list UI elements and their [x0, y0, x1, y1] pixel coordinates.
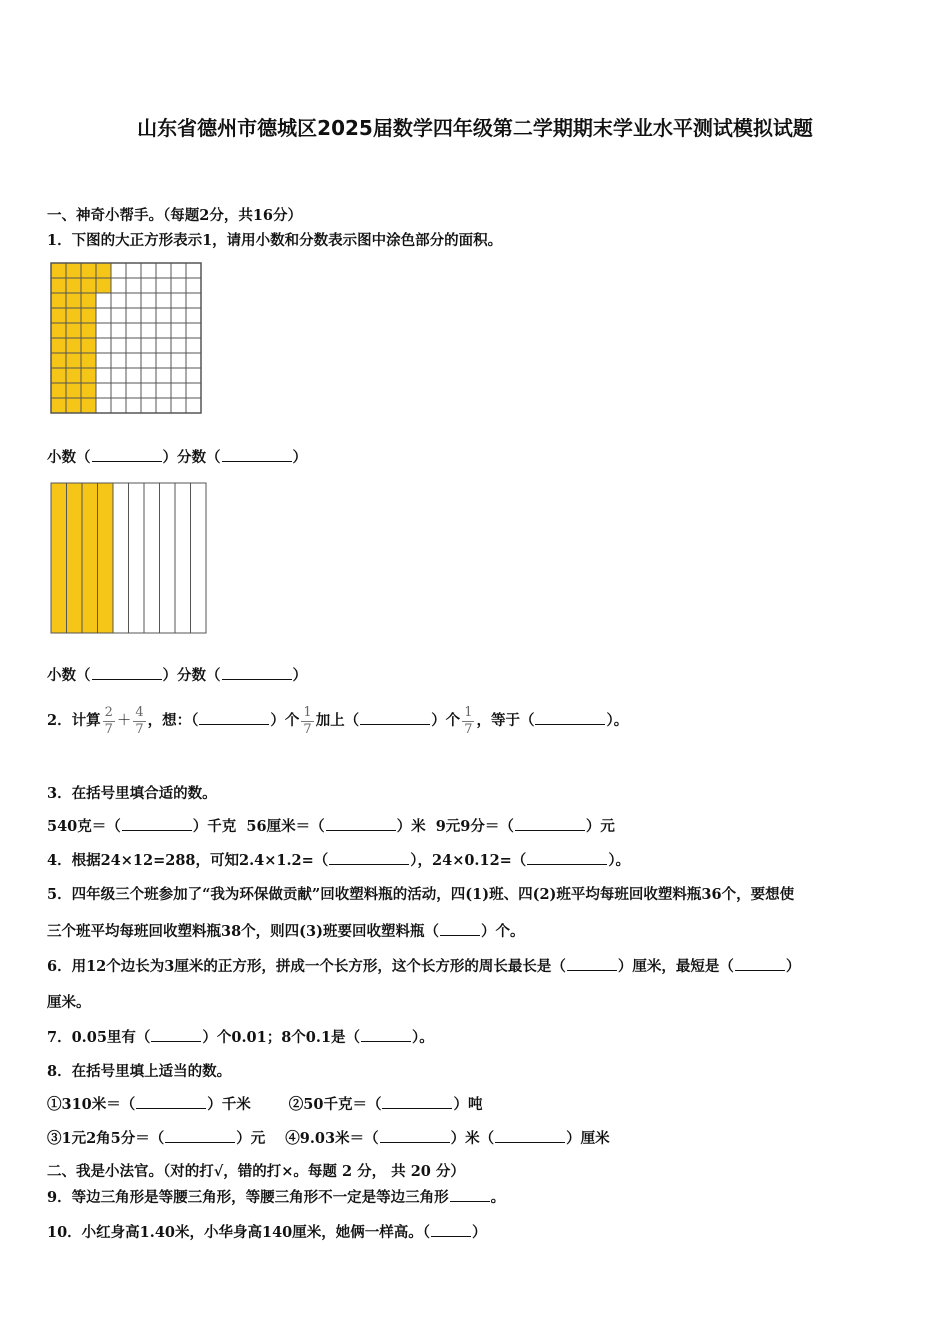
fraction	[462, 705, 474, 738]
grid-cell	[156, 353, 171, 368]
shaded-cell	[81, 263, 96, 278]
grid-cell	[141, 278, 156, 293]
answer-blank[interactable]	[495, 1129, 565, 1143]
answer-blank[interactable]	[361, 1028, 411, 1042]
shaded-strip	[98, 483, 114, 633]
q8-text: ④9.03米＝（	[285, 1130, 379, 1147]
q3-item: ）千克	[192, 818, 237, 835]
q9-text: 9．等边三角形是等腰三角形，等腰三角形不一定是等边三角形	[47, 1189, 449, 1206]
label: ）	[292, 449, 307, 466]
denominator: 7	[104, 721, 113, 737]
grid-cell	[111, 338, 126, 353]
numerator: 2	[104, 704, 113, 720]
label: ）	[292, 667, 307, 684]
shaded-cell	[51, 308, 66, 323]
q8-text: ②50千克＝（	[288, 1096, 382, 1113]
q5-text: ）个。	[481, 923, 525, 940]
denominator: 7	[303, 721, 312, 737]
grid-cell	[111, 293, 126, 308]
shaded-cell	[66, 353, 81, 368]
grid-cell	[171, 308, 186, 323]
answer-blank[interactable]	[151, 1028, 201, 1042]
shaded-cell	[51, 278, 66, 293]
question-8-text: 8．在括号里填上适当的数。	[47, 1063, 232, 1080]
answer-blank[interactable]	[431, 1223, 471, 1237]
answer-blank[interactable]	[122, 817, 192, 831]
fraction	[301, 705, 313, 738]
q2-text: ，想：（	[147, 712, 199, 729]
plus-sign: ＋	[116, 713, 132, 729]
grid-cell	[186, 368, 201, 383]
shaded-cell	[51, 293, 66, 308]
answer-blank[interactable]	[136, 1095, 206, 1109]
shaded-cell	[81, 338, 96, 353]
strip	[113, 483, 129, 633]
grid-cell	[156, 368, 171, 383]
numerator: 4	[135, 704, 144, 720]
grid-cell	[111, 308, 126, 323]
grid-cell	[156, 398, 171, 413]
shaded-cell	[51, 398, 66, 413]
shaded-cell	[81, 308, 96, 323]
grid-cell	[156, 293, 171, 308]
grid-cell	[141, 338, 156, 353]
question-3-items	[47, 815, 615, 836]
q3-item: ）元	[585, 818, 615, 835]
grid-cell	[96, 308, 111, 323]
grid-cell	[126, 398, 141, 413]
answer-blank[interactable]	[440, 922, 480, 936]
grid-cell	[96, 398, 111, 413]
grid-cell	[186, 353, 201, 368]
answer-blank[interactable]	[450, 1188, 490, 1202]
question-10	[47, 1221, 487, 1242]
question-1-text: 1．下图的大正方形表示1，请用小数和分数表示图中涂色部分的面积。	[47, 232, 503, 249]
answer-blank[interactable]	[735, 957, 785, 971]
label: 小数（	[47, 449, 91, 466]
question-5-line-2	[47, 920, 525, 941]
shaded-cell	[96, 278, 111, 293]
question-1-answer-b	[47, 664, 307, 685]
question-8-row-2	[47, 1127, 610, 1148]
answer-blank[interactable]	[329, 851, 409, 865]
shaded-cell	[81, 383, 96, 398]
grid-figure-100	[50, 262, 204, 416]
grid-cell	[141, 293, 156, 308]
q2-text: ）个	[270, 712, 300, 729]
grid-cell	[141, 368, 156, 383]
grid-cell	[111, 353, 126, 368]
fraction	[103, 705, 115, 738]
answer-blank[interactable]	[535, 711, 605, 725]
q4-text: 4．根据24×12=288，可知2.4×1.2=（	[47, 852, 329, 869]
answer-blank[interactable]	[380, 1129, 450, 1143]
q8-text: ）千米	[207, 1096, 251, 1113]
q2-text: 加上（	[315, 712, 360, 729]
grid-cell	[111, 398, 126, 413]
q8-text: ③1元2角5分＝（	[47, 1130, 165, 1147]
shaded-cell	[81, 353, 96, 368]
shaded-cell	[81, 368, 96, 383]
grid-cell	[126, 263, 141, 278]
grid-cell	[186, 338, 201, 353]
strip	[144, 483, 160, 633]
answer-blank[interactable]	[360, 711, 430, 725]
q10-text: ）	[472, 1224, 487, 1241]
answer-blank[interactable]	[382, 1095, 452, 1109]
shaded-cell	[66, 398, 81, 413]
q9-text: 。	[490, 1189, 506, 1206]
denominator: 7	[464, 721, 473, 737]
grid-cell	[141, 383, 156, 398]
q6-text: ）	[785, 958, 801, 975]
shaded-cell	[51, 323, 66, 338]
strip-figure-10	[50, 482, 208, 636]
shaded-strip	[82, 483, 98, 633]
question-5-line-1: 5．四年级三个班参加了“我为环保做贡献”回收塑料瓶的活动，四(1)班、四(2)班平均每班回收塑料瓶36个，要想使	[47, 886, 795, 903]
q8-text: ）厘米	[566, 1130, 610, 1147]
grid-cell	[126, 368, 141, 383]
grid-cell	[96, 293, 111, 308]
grid-cell	[141, 308, 156, 323]
page-title: 山东省德州市德城区2025届数学四年级第二学期期末学业水平测试模拟试题	[137, 116, 813, 140]
shaded-strip	[67, 483, 83, 633]
q8-text: ）元	[236, 1130, 266, 1147]
shaded-strip	[51, 483, 67, 633]
grid-cell	[111, 278, 126, 293]
numerator: 1	[464, 704, 473, 720]
shaded-cell	[66, 323, 81, 338]
grid-cell	[156, 263, 171, 278]
shaded-cell	[66, 338, 81, 353]
question-6-line-2: 厘米。	[47, 994, 91, 1011]
question-9	[47, 1186, 505, 1207]
grid-cell	[141, 353, 156, 368]
q2-prefix: 2．计算	[47, 712, 101, 729]
strip	[129, 483, 145, 633]
grid-cell	[186, 398, 201, 413]
grid-cell	[186, 383, 201, 398]
shaded-cell	[66, 308, 81, 323]
q2-text: ）。	[606, 712, 629, 729]
shaded-cell	[81, 278, 96, 293]
shaded-cell	[81, 323, 96, 338]
shaded-cell	[66, 263, 81, 278]
q7-text: ）个0.01；8个0.1是（	[202, 1029, 361, 1046]
grid-cell	[96, 368, 111, 383]
shaded-cell	[51, 383, 66, 398]
shaded-cell	[81, 398, 96, 413]
grid-cell	[156, 278, 171, 293]
answer-blank[interactable]	[515, 817, 585, 831]
grid-cell	[171, 293, 186, 308]
q6-text: ）厘米，最短是（	[617, 958, 734, 975]
q8-text: ）吨	[453, 1096, 483, 1113]
answer-blank[interactable]	[222, 448, 292, 462]
q7-text: ）。	[412, 1029, 434, 1046]
q2-text: ，等于（	[476, 712, 535, 729]
q2-text: ）个	[431, 712, 461, 729]
shaded-cell	[51, 368, 66, 383]
answer-blank[interactable]	[199, 711, 269, 725]
shaded-cell	[66, 293, 81, 308]
grid-cell	[96, 383, 111, 398]
question-6-line-1	[47, 955, 800, 976]
grid-cell	[126, 353, 141, 368]
q6-text: 6．用12个边长为3厘米的正方形，拼成一个长方形，这个长方形的周长最长是（	[47, 958, 566, 975]
q4-text: ），24×0.12=（	[410, 852, 527, 869]
q3-item: 56厘米＝（	[246, 818, 325, 835]
grid-cell	[111, 323, 126, 338]
q3-item: ）米	[396, 818, 426, 835]
label: ）分数（	[162, 667, 221, 684]
q7-text: 7．0.05里有（	[47, 1029, 151, 1046]
numerator: 1	[303, 704, 312, 720]
section-2-heading: 二、我是小法官。（对的打√，错的打×。每题 2 分， 共 20 分）	[47, 1163, 465, 1180]
answer-blank[interactable]	[326, 817, 396, 831]
shaded-cell	[81, 293, 96, 308]
question-1-answer-a	[47, 446, 307, 467]
grid-cell	[126, 338, 141, 353]
shaded-cell	[51, 338, 66, 353]
q4-text: ）。	[608, 852, 631, 869]
grid-cell	[96, 338, 111, 353]
label: ）分数（	[162, 449, 221, 466]
grid-cell	[141, 323, 156, 338]
shaded-cell	[51, 263, 66, 278]
grid-cell	[171, 263, 186, 278]
strip	[160, 483, 176, 633]
grid-cell	[141, 398, 156, 413]
strip	[191, 483, 207, 633]
question-7	[47, 1026, 434, 1047]
grid-cell	[156, 383, 171, 398]
grid-cell	[111, 263, 126, 278]
grid-cell	[186, 308, 201, 323]
section-1-heading: 一、神奇小帮手。（每题2分，共16分）	[47, 207, 303, 224]
q8-text: ）米（	[450, 1130, 495, 1147]
grid-cell	[186, 278, 201, 293]
question-8-row-1	[47, 1093, 482, 1114]
grid-cell	[96, 353, 111, 368]
grid-cell	[186, 323, 201, 338]
answer-blank[interactable]	[527, 851, 607, 865]
grid-cell	[186, 293, 201, 308]
answer-blank[interactable]	[92, 666, 162, 680]
answer-blank[interactable]	[567, 957, 617, 971]
q5-text: 三个班平均每班回收塑料瓶38个，则四(3)班要回收塑料瓶（	[47, 923, 439, 940]
grid-cell	[171, 278, 186, 293]
grid-cell	[171, 353, 186, 368]
answer-blank[interactable]	[165, 1129, 235, 1143]
strip	[175, 483, 191, 633]
grid-cell	[126, 308, 141, 323]
grid-cell	[156, 323, 171, 338]
label: 小数（	[47, 667, 91, 684]
grid-cell	[126, 278, 141, 293]
grid-cell	[171, 323, 186, 338]
grid-cell	[171, 398, 186, 413]
q8-text: ①310米＝（	[47, 1096, 136, 1113]
grid-cell	[186, 263, 201, 278]
grid-cell	[96, 323, 111, 338]
answer-blank[interactable]	[92, 448, 162, 462]
grid-cell	[171, 368, 186, 383]
grid-cell	[111, 368, 126, 383]
grid-cell	[126, 293, 141, 308]
q10-text: 10．小红身高1.40米，小华身高140厘米，她俩一样高。（	[47, 1224, 431, 1241]
grid-cell	[171, 338, 186, 353]
shaded-cell	[66, 278, 81, 293]
grid-cell	[126, 323, 141, 338]
fraction	[133, 705, 145, 738]
shaded-cell	[66, 383, 81, 398]
question-3-text: 3．在括号里填合适的数。	[47, 785, 217, 802]
grid-cell	[156, 338, 171, 353]
grid-cell	[111, 383, 126, 398]
grid-cell	[171, 383, 186, 398]
question-4	[47, 849, 630, 870]
denominator: 7	[135, 721, 144, 737]
shaded-cell	[66, 368, 81, 383]
q3-item: 540克＝（	[47, 818, 121, 835]
shaded-cell	[51, 353, 66, 368]
grid-cell	[156, 308, 171, 323]
grid-cell	[126, 383, 141, 398]
q3-item: 9元9分＝（	[435, 818, 514, 835]
question-2	[47, 700, 628, 742]
shaded-cell	[96, 263, 111, 278]
answer-blank[interactable]	[222, 666, 292, 680]
grid-cell	[141, 263, 156, 278]
